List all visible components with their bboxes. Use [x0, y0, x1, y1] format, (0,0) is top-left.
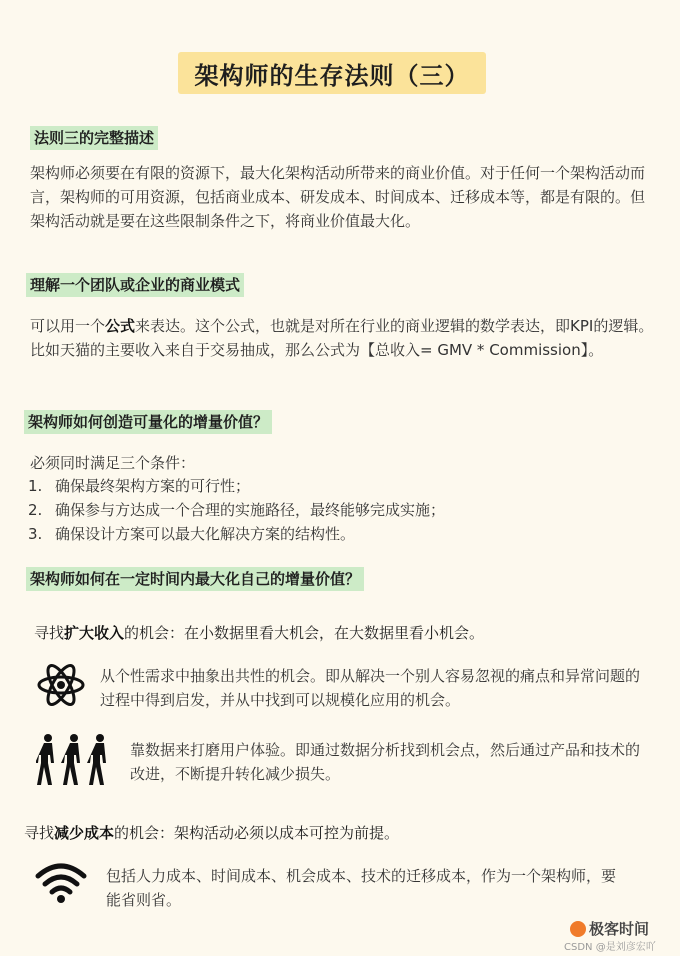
condition-text: 确保最终架构方案的可行性； — [55, 477, 251, 495]
condition-text: 确保参与方达成一个合理的实施路径，最终能够完成实施； — [55, 501, 446, 519]
point-abstract-opportunity: 从个性需求中抽象出共性的机会。即从解决一个别人容易忽视的痛点和异常问题的过程中得到启发，并从中找到可以规模化应用的机会。 — [100, 667, 641, 709]
condition-number: 1. — [28, 477, 43, 495]
condition-number: 2. — [28, 501, 43, 519]
formula-keyword: 公式 — [105, 317, 136, 335]
section-heading-business-model: 理解一个团队或企业的商业模式 — [26, 273, 244, 297]
reduce-cost-line: 寻找减少成本的机会：架构活动必须以成本可控为前提。 — [24, 824, 400, 842]
section-heading-maximize-value: 架构师如何在一定时间内最大化自己的增量价值？ — [26, 567, 364, 591]
point-cost-types: 包括人力成本、时间成本、机会成本、技术的迁移成本，作为一个架构师，要能省则省。 — [106, 867, 617, 909]
reduce-cost-keyword: 减少成本 — [54, 824, 115, 842]
condition-item — [28, 474, 628, 498]
section-body-law3: 架构师必须要在有限的资源下，最大化架构活动所带来的商业价值。对于任何一个架构活动而言，架构师的可用资源，包括商业成本、研发成本、时间成本、迁移成本等，都是有限的。但架构活动就是要在这些限制条件之下，将商业价值最大化。 — [30, 164, 646, 230]
condition-item — [28, 498, 628, 522]
wifi-icon — [34, 862, 88, 904]
condition-item — [28, 522, 628, 546]
csdn-watermark: CSDN @是刘彦宏吖 — [564, 942, 656, 953]
expand-revenue-keyword: 扩大收入 — [64, 624, 125, 642]
condition-number: 3. — [28, 525, 43, 543]
section-heading-incremental-value: 架构师如何创造可量化的增量价值？ — [24, 410, 272, 434]
expand-revenue-line: 寻找扩大收入的机会：在小数据里看大机会，在大数据里看小机会。 — [34, 624, 485, 642]
page-title: 架构师的生存法则（三） — [178, 52, 486, 94]
condition-text: 确保设计方案可以最大化解决方案的结构性。 — [55, 525, 356, 543]
conditions-intro: 必须同时满足三个条件： — [30, 454, 196, 472]
section-heading-law3: 法则三的完整描述 — [30, 126, 158, 150]
brand-name: 极客时间 — [589, 920, 650, 938]
conditions-list — [28, 474, 628, 546]
section-body-business-model: 可以用一个公式来表达。这个公式，也就是对所在行业的商业逻辑的数学表达，即KPI的逻辑。比如天猫的主要收入来自于交易抽成，那么公式为【总收入= GMV * Commission】。 — [30, 317, 654, 359]
atom-icon — [36, 658, 86, 712]
walking-people-icon — [36, 732, 116, 792]
point-data-driven-ux: 靠数据来打磨用户体验。即通过数据分析找到机会点，然后通过产品和技术的改进，不断提升转化减少损失。 — [130, 741, 641, 783]
brand-logo — [570, 918, 649, 939]
geektime-logo-icon — [570, 921, 586, 937]
